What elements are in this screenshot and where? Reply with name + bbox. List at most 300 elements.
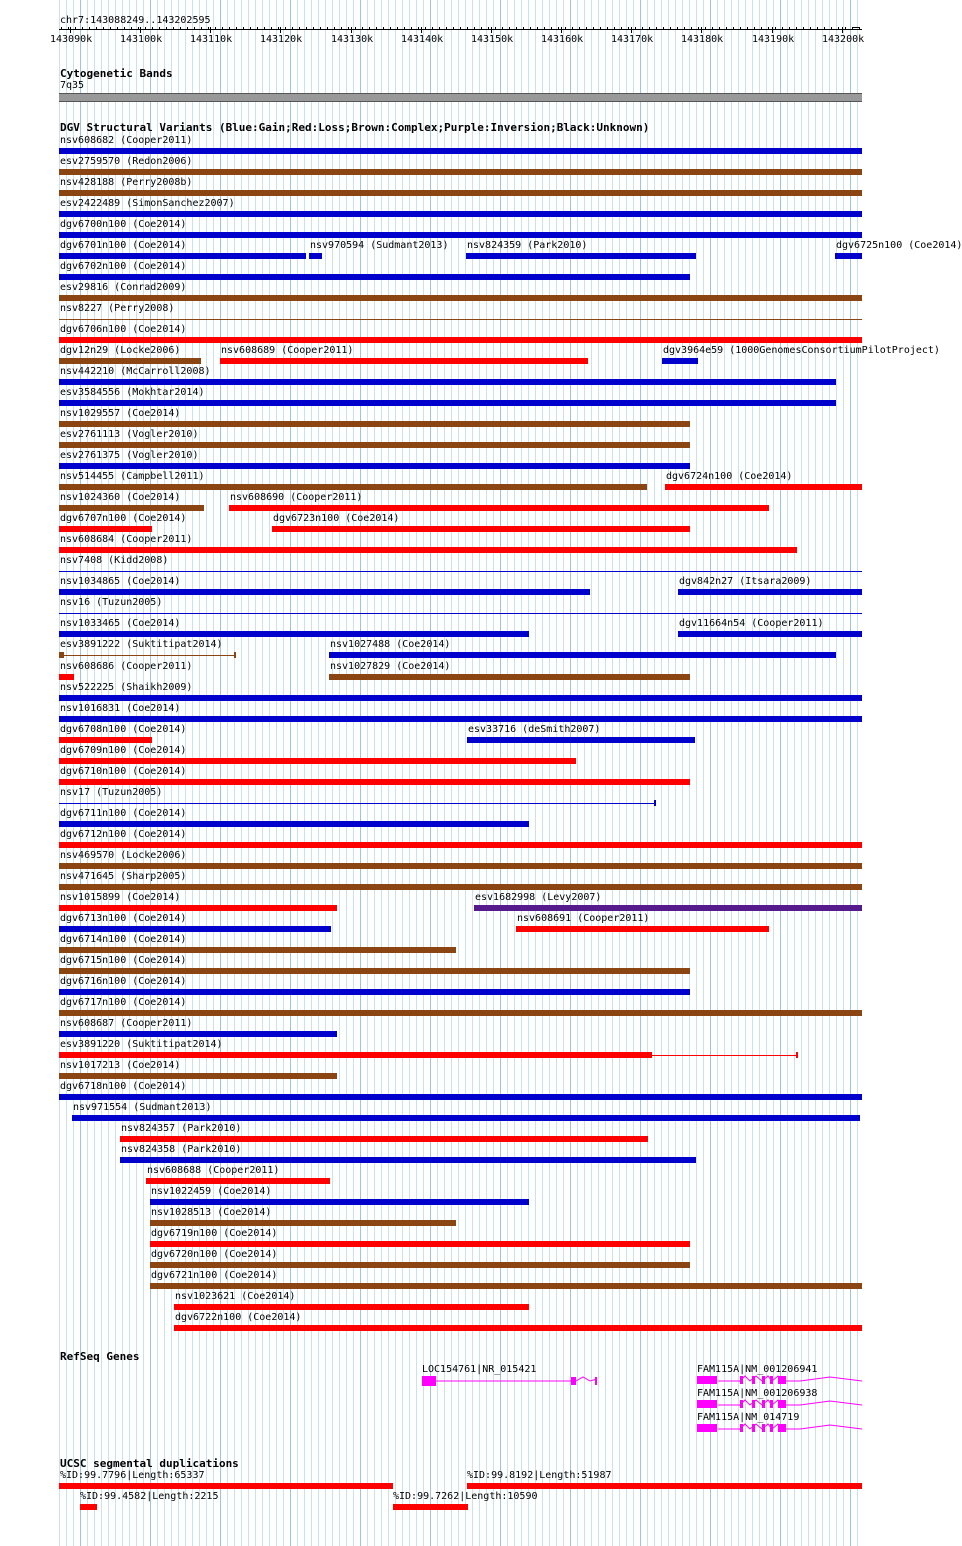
sv-feature[interactable]: [59, 613, 862, 614]
sv-label: nsv608688 (Cooper2011): [147, 1165, 280, 1176]
scale-minor-tick: [446, 27, 447, 30]
scale-minor-tick: [250, 27, 251, 30]
scale-minor-tick: [852, 27, 853, 30]
scale-minor-tick: [733, 27, 734, 30]
sv-label: nsv971554 (Sudmant2013): [73, 1102, 212, 1113]
scale-minor-tick: [117, 27, 118, 30]
scale-major-tick: [772, 27, 773, 33]
scale-minor-tick: [719, 27, 720, 30]
scale-minor-tick: [803, 27, 804, 30]
sv-feature[interactable]: [59, 716, 862, 722]
scale-minor-tick: [299, 27, 300, 30]
scale-minor-tick: [551, 27, 552, 30]
sv-feature[interactable]: [59, 319, 862, 320]
cytoband-label: 7q35: [60, 80, 85, 91]
scale-major-tick: [491, 27, 492, 33]
sv-feature[interactable]: [59, 905, 337, 911]
sv-label: dgv6712n100 (Coe2014): [60, 829, 187, 840]
sv-feature[interactable]: [59, 547, 797, 553]
segdup-label: %ID:99.8192|Length:51987: [467, 1470, 612, 1481]
gene-exon[interactable]: [762, 1424, 765, 1432]
cytoband-track-title[interactable]: Cytogenetic Bands: [60, 67, 173, 80]
scale-minor-tick: [369, 27, 370, 30]
scale-minor-tick: [649, 27, 650, 30]
scale-major-tick: [140, 27, 141, 33]
sv-label: esv3584556 (Mokhtar2014): [60, 387, 205, 398]
scale-minor-tick: [236, 27, 237, 30]
gene-exon[interactable]: [762, 1400, 765, 1408]
scale-minor-tick: [82, 27, 83, 30]
sv-feature[interactable]: [220, 358, 588, 364]
sv-feature[interactable]: [59, 758, 576, 764]
sv-feature[interactable]: [59, 442, 690, 448]
scale-tick-label: 143090k: [50, 34, 93, 45]
gene-exon[interactable]: [752, 1424, 755, 1432]
sv-label: dgv11664n54 (Cooper2011): [679, 618, 824, 629]
sv-feature[interactable]: [150, 1241, 690, 1247]
scale-minor-tick: [110, 27, 111, 30]
scale-minor-tick: [404, 27, 405, 30]
scale-minor-tick: [271, 27, 272, 30]
sv-feature[interactable]: [59, 379, 836, 385]
segdup-feature[interactable]: [80, 1504, 97, 1510]
sv-label: nsv1016831 (Coe2014): [60, 703, 181, 714]
scale-minor-tick: [810, 27, 811, 30]
sv-feature[interactable]: [150, 1262, 690, 1268]
sv-label: dgv6710n100 (Coe2014): [60, 766, 187, 777]
sv-label: nsv608691 (Cooper2011): [517, 913, 650, 924]
sv-feature[interactable]: [59, 863, 862, 869]
scale-tick-label: 143170k: [611, 34, 654, 45]
sv-label: nsv17 (Tuzun2005): [60, 787, 163, 798]
sv-feature[interactable]: [59, 737, 152, 743]
gene-label: FAM115A|NM_001206941: [697, 1364, 818, 1375]
scale-minor-tick: [89, 27, 90, 30]
scale-tick-label: 143140k: [401, 34, 444, 45]
scale-major-tick: [351, 27, 352, 33]
scale-minor-tick: [320, 27, 321, 30]
sv-label: nsv1027488 (Coe2014): [330, 639, 451, 650]
sv-feature[interactable]: [59, 295, 862, 301]
scale-minor-tick: [775, 27, 776, 30]
sv-feature[interactable]: [59, 190, 862, 196]
scale-minor-tick: [61, 27, 62, 30]
sv-feature[interactable]: [146, 1178, 330, 1184]
sv-label: esv33716 (deSmith2007): [468, 724, 601, 735]
sv-label: dgv6723n100 (Coe2014): [273, 513, 400, 524]
sv-feature[interactable]: [59, 989, 690, 995]
scale-major-tick: [210, 27, 211, 33]
sv-label: nsv1033465 (Coe2014): [60, 618, 181, 629]
scale-minor-tick: [565, 27, 566, 30]
sv-label: dgv6707n100 (Coe2014): [60, 513, 187, 524]
sv-feature[interactable]: [174, 1304, 529, 1310]
scale-minor-tick: [243, 27, 244, 30]
scale-minor-tick: [159, 27, 160, 30]
sv-label: dgv6714n100 (Coe2014): [60, 934, 187, 945]
scale-minor-tick: [257, 27, 258, 30]
gene-exon[interactable]: [778, 1424, 786, 1432]
sv-label: dgv6719n100 (Coe2014): [151, 1228, 278, 1239]
scale-minor-tick: [572, 27, 573, 30]
sv-feature[interactable]: [59, 571, 862, 572]
gene-exon[interactable]: [762, 1376, 765, 1384]
gene-label: FAM115A|NM_001206938: [697, 1388, 818, 1399]
scale-minor-tick: [481, 27, 482, 30]
sv-label: nsv970594 (Sudmant2013): [310, 240, 449, 251]
scale-minor-tick: [789, 27, 790, 30]
scale-minor-tick: [425, 27, 426, 30]
sv-feature-line[interactable]: [64, 655, 235, 656]
scale-minor-tick: [600, 27, 601, 30]
sv-feature[interactable]: [662, 358, 698, 364]
sv-label: nsv1029557 (Coe2014): [60, 408, 181, 419]
gene-exon[interactable]: [770, 1400, 773, 1408]
sv-label: nsv16 (Tuzun2005): [60, 597, 163, 608]
refseq-track-title[interactable]: RefSeq Genes: [60, 1350, 140, 1363]
scale-minor-tick: [474, 27, 475, 30]
sv-label: dgv3964e59 (1000GenomesConsortiumPilotProject): [663, 345, 940, 356]
scale-major-tick: [70, 27, 71, 33]
scale-minor-tick: [138, 27, 139, 30]
scale-tick-label: 143100k: [120, 34, 163, 45]
scale-minor-tick: [579, 27, 580, 30]
scale-tick-label: 143110k: [190, 34, 233, 45]
scale-minor-tick: [824, 27, 825, 30]
scale-minor-tick: [796, 27, 797, 30]
scale-minor-tick: [306, 27, 307, 30]
sv-label: dgv6725n100 (Coe2014): [836, 240, 962, 251]
sv-label: esv3891222 (Suktitipat2014): [60, 639, 223, 650]
scale-minor-tick: [495, 27, 496, 30]
sv-feature[interactable]: [59, 1052, 652, 1058]
scale-minor-tick: [96, 27, 97, 30]
scale-minor-tick: [327, 27, 328, 30]
sv-label: dgv6716n100 (Coe2014): [60, 976, 187, 987]
scale-minor-tick: [677, 27, 678, 30]
scale-minor-tick: [691, 27, 692, 30]
scale-minor-tick: [201, 27, 202, 30]
sv-feature[interactable]: [665, 484, 862, 490]
scale-minor-tick: [313, 27, 314, 30]
scale-minor-tick: [292, 27, 293, 30]
segdup-track-title[interactable]: UCSC segmental duplications: [60, 1457, 239, 1470]
sv-label: dgv6701n100 (Coe2014): [60, 240, 187, 251]
sv-feature[interactable]: [59, 947, 456, 953]
sv-label: nsv608690 (Cooper2011): [230, 492, 363, 503]
scale-minor-tick: [831, 27, 832, 30]
sv-feature[interactable]: [59, 526, 152, 532]
scale-minor-tick: [754, 27, 755, 30]
sv-feature[interactable]: [59, 884, 862, 890]
scale-minor-tick: [705, 27, 706, 30]
sv-label: dgv6702n100 (Coe2014): [60, 261, 187, 272]
scale-minor-tick: [740, 27, 741, 30]
scale-minor-tick: [838, 27, 839, 30]
sv-label: dgv6722n100 (Coe2014): [175, 1312, 302, 1323]
scale-minor-tick: [229, 27, 230, 30]
scale-major-tick: [701, 27, 702, 33]
scale-minor-tick: [460, 27, 461, 30]
gene-exon[interactable]: [697, 1376, 717, 1384]
gene-intron-line: [0, 1374, 890, 1388]
scale-minor-tick: [180, 27, 181, 30]
scale-minor-tick: [131, 27, 132, 30]
sv-label: nsv1022459 (Coe2014): [151, 1186, 272, 1197]
scale-tick-label: 143160k: [541, 34, 584, 45]
scale-minor-tick: [670, 27, 671, 30]
scale-minor-tick: [173, 27, 174, 30]
sv-label: nsv1015899 (Coe2014): [60, 892, 181, 903]
scale-minor-tick: [817, 27, 818, 30]
sv-label: dgv6700n100 (Coe2014): [60, 219, 187, 230]
sv-label: nsv428188 (Perry2008b): [60, 177, 193, 188]
sv-feature[interactable]: [466, 253, 696, 259]
segdup-feature[interactable]: [59, 1483, 393, 1489]
scale-minor-tick: [166, 27, 167, 30]
scale-minor-tick: [124, 27, 125, 30]
scale-minor-tick: [558, 27, 559, 30]
gene-exon[interactable]: [740, 1400, 743, 1408]
sv-feature[interactable]: [59, 505, 204, 511]
sv-feature[interactable]: [678, 589, 862, 595]
sv-feature[interactable]: [150, 1283, 862, 1289]
sv-feature[interactable]: [120, 1136, 648, 1142]
sv-label: nsv1023621 (Coe2014): [175, 1291, 296, 1302]
sv-feature[interactable]: [150, 1220, 456, 1226]
sv-feature[interactable]: [678, 631, 862, 637]
segdup-label: %ID:99.4582|Length:2215: [80, 1491, 219, 1502]
scale-minor-tick: [334, 27, 335, 30]
cytoband-7q35[interactable]: [59, 93, 862, 102]
sv-feature[interactable]: [59, 169, 862, 175]
scale-minor-tick: [747, 27, 748, 30]
sv-feature[interactable]: [329, 674, 690, 680]
scale-minor-tick: [355, 27, 356, 30]
sv-label: nsv824357 (Park2010): [121, 1123, 242, 1134]
scale-minor-tick: [383, 27, 384, 30]
scale-minor-tick: [75, 27, 76, 30]
sv-feature[interactable]: [272, 526, 690, 532]
gene-exon[interactable]: [770, 1376, 773, 1384]
sv-label: dgv6720n100 (Coe2014): [151, 1249, 278, 1260]
sv-feature[interactable]: [59, 400, 836, 406]
scale-minor-tick: [439, 27, 440, 30]
sv-label: nsv522225 (Shaikh2009): [60, 682, 193, 693]
gene-exon[interactable]: [740, 1424, 743, 1432]
scale-minor-tick: [418, 27, 419, 30]
scale-minor-tick: [698, 27, 699, 30]
gene-exon[interactable]: [770, 1424, 773, 1432]
gene-exon[interactable]: [778, 1400, 786, 1408]
sv-feature[interactable]: [59, 148, 862, 154]
scale-minor-tick: [194, 27, 195, 30]
sv-feature[interactable]: [59, 779, 690, 785]
scale-minor-tick: [537, 27, 538, 30]
sv-feature[interactable]: [59, 232, 862, 238]
sv-label: nsv608687 (Cooper2011): [60, 1018, 193, 1029]
scale-minor-tick: [586, 27, 587, 30]
sv-feature[interactable]: [59, 358, 201, 364]
scale-minor-tick: [684, 27, 685, 30]
scale-minor-tick: [488, 27, 489, 30]
sv-label: esv2761113 (Vogler2010): [60, 429, 199, 440]
scale-minor-tick: [397, 27, 398, 30]
sv-feature[interactable]: [474, 905, 862, 911]
sv-feature[interactable]: [59, 211, 862, 217]
scale-major-tick: [421, 27, 422, 33]
sv-label: nsv469570 (Locke2006): [60, 850, 187, 861]
sv-label: nsv1017213 (Coe2014): [60, 1060, 181, 1071]
scale-tick-label: 143200k: [822, 34, 865, 45]
gene-label: FAM115A|NM_014719: [697, 1412, 800, 1423]
scale-minor-tick: [453, 27, 454, 30]
gene-intron-line: [0, 1398, 890, 1412]
sv-label: nsv608686 (Cooper2011): [60, 661, 193, 672]
gene-exon[interactable]: [778, 1376, 786, 1384]
scale-minor-tick: [523, 27, 524, 30]
sv-feature[interactable]: [59, 589, 590, 595]
scale-minor-tick: [782, 27, 783, 30]
sv-feature[interactable]: [229, 505, 769, 511]
sv-feature-end: [796, 1052, 798, 1058]
scale-tick-label: 143190k: [752, 34, 795, 45]
scale-minor-tick: [222, 27, 223, 30]
sv-feature[interactable]: [150, 1199, 529, 1205]
sv-feature[interactable]: [59, 842, 862, 848]
dgv-track-title[interactable]: DGV Structural Variants (Blue:Gain;Red:Loss;Brown:Complex;Purple:Inversion;Black:Unknown): [60, 121, 650, 134]
sv-feature[interactable]: [309, 253, 322, 259]
sv-label: nsv1027829 (Coe2014): [330, 661, 451, 672]
scale-tick-label: 143150k: [471, 34, 514, 45]
scale-major-tick: [842, 27, 843, 33]
scale-minor-tick: [348, 27, 349, 30]
gene-exon[interactable]: [752, 1376, 755, 1384]
sv-label: nsv7408 (Kidd2008): [60, 555, 169, 566]
sv-feature[interactable]: [59, 1031, 337, 1037]
gene-exon[interactable]: [697, 1424, 717, 1432]
scale-tick-label: 143120k: [260, 34, 303, 45]
scale-minor-tick: [607, 27, 608, 30]
sv-label: nsv1028513 (Coe2014): [151, 1207, 272, 1218]
scale-minor-tick: [68, 27, 69, 30]
scale-tick-label: 143180k: [681, 34, 724, 45]
sv-label: dgv6711n100 (Coe2014): [60, 808, 187, 819]
sv-label: esv1682998 (Levy2007): [475, 892, 602, 903]
scale-minor-tick: [544, 27, 545, 30]
sv-label: esv2761375 (Vogler2010): [60, 450, 199, 461]
scale-minor-tick: [845, 27, 846, 30]
sv-feature[interactable]: [59, 463, 690, 469]
scale-minor-tick: [628, 27, 629, 30]
segdup-feature[interactable]: [393, 1504, 468, 1510]
scale-minor-tick: [264, 27, 265, 30]
sv-feature[interactable]: [72, 1115, 860, 1121]
sv-label: nsv471645 (Sharp2005): [60, 871, 187, 882]
gene-exon[interactable]: [752, 1400, 755, 1408]
sv-label: dgv6724n100 (Coe2014): [666, 471, 793, 482]
gene-exon[interactable]: [697, 1400, 717, 1408]
sv-label: dgv6717n100 (Coe2014): [60, 997, 187, 1008]
segdup-label: %ID:99.7796|Length:65337: [60, 1470, 205, 1481]
sv-feature[interactable]: [59, 421, 690, 427]
scale-minor-tick: [390, 27, 391, 30]
sv-label: dgv6721n100 (Coe2014): [151, 1270, 278, 1281]
scale-minor-tick: [509, 27, 510, 30]
sv-label: dgv6718n100 (Coe2014): [60, 1081, 187, 1092]
sv-feature[interactable]: [59, 803, 655, 804]
sv-label: esv2422489 (SimonSanchez2007): [60, 198, 235, 209]
sv-feature[interactable]: [174, 1325, 862, 1331]
sv-label: nsv442210 (McCarroll2008): [60, 366, 211, 377]
scale-minor-tick: [530, 27, 531, 30]
sv-feature[interactable]: [59, 1094, 862, 1100]
scale-tick-label: 143130k: [331, 34, 374, 45]
sv-feature[interactable]: [835, 253, 862, 259]
sv-feature[interactable]: [59, 968, 690, 974]
sv-label: dgv6709n100 (Coe2014): [60, 745, 187, 756]
sv-label: nsv824358 (Park2010): [121, 1144, 242, 1155]
sv-feature[interactable]: [329, 652, 836, 658]
scale-minor-tick: [103, 27, 104, 30]
sv-feature[interactable]: [59, 821, 529, 827]
sv-feature[interactable]: [59, 337, 862, 343]
sv-label: nsv8227 (Perry2008): [60, 303, 175, 314]
sv-feature[interactable]: [59, 1073, 337, 1079]
sv-label: nsv1034865 (Coe2014): [60, 576, 181, 587]
scale-minor-tick: [285, 27, 286, 30]
sv-feature-line[interactable]: [652, 1055, 797, 1056]
sv-label: esv3891220 (Suktitipat2014): [60, 1039, 223, 1050]
scale-minor-tick: [614, 27, 615, 30]
sv-label: dgv6706n100 (Coe2014): [60, 324, 187, 335]
scale-minor-tick: [278, 27, 279, 30]
sv-label: dgv12n29 (Locke2006): [60, 345, 181, 356]
sv-label: nsv514455 (Campbell2011): [60, 471, 205, 482]
sv-feature[interactable]: [120, 1157, 696, 1163]
scale-minor-tick: [635, 27, 636, 30]
scale-major-tick: [561, 27, 562, 33]
sv-feature[interactable]: [59, 1010, 862, 1016]
scale-minor-tick: [145, 27, 146, 30]
sv-label: esv29816 (Conrad2009): [60, 282, 187, 293]
scale-minor-tick: [376, 27, 377, 30]
sv-feature[interactable]: [516, 926, 769, 932]
sv-label: dgv6708n100 (Coe2014): [60, 724, 187, 735]
scale-minor-tick: [761, 27, 762, 30]
location-label: chr7:143088249..143202595: [60, 15, 211, 26]
scale-minor-tick: [341, 27, 342, 30]
segdup-feature[interactable]: [467, 1483, 862, 1489]
scale-minor-tick: [411, 27, 412, 30]
sv-label: nsv824359 (Park2010): [467, 240, 588, 251]
sv-feature[interactable]: [59, 926, 331, 932]
sv-label: dgv842n27 (Itsara2009): [679, 576, 812, 587]
sv-feature[interactable]: [59, 695, 862, 701]
scale-minor-tick: [187, 27, 188, 30]
sv-feature[interactable]: [59, 631, 529, 637]
sv-label: nsv608689 (Cooper2011): [221, 345, 354, 356]
gene-label: LOC154761|NR_015421: [422, 1364, 537, 1375]
sv-label: dgv6713n100 (Coe2014): [60, 913, 187, 924]
sv-feature[interactable]: [59, 484, 647, 490]
sv-feature[interactable]: [59, 674, 74, 680]
sv-feature[interactable]: [59, 274, 690, 280]
scale-minor-tick: [362, 27, 363, 30]
sv-feature[interactable]: [467, 737, 695, 743]
gene-exon[interactable]: [740, 1376, 743, 1384]
sv-feature[interactable]: [59, 253, 306, 259]
